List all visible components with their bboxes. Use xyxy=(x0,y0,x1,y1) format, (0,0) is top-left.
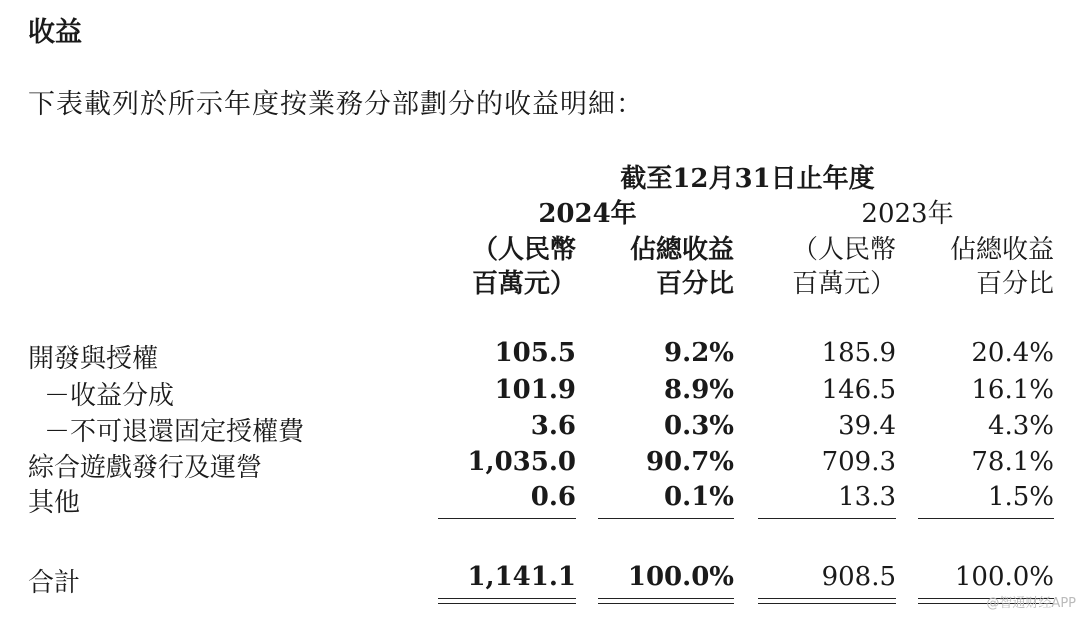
row-value-2024: 101.9 xyxy=(494,375,576,405)
section-title: 收益 xyxy=(28,17,82,48)
row-pct-2024: 90.7% xyxy=(645,447,734,477)
col-2024-rmb-line2: 百萬元） xyxy=(471,269,576,299)
col-2024-rmb-line1: （人民幣 xyxy=(471,235,576,265)
row-pct-2023: 78.1% xyxy=(971,447,1054,477)
total-pct-2024: 100.0% xyxy=(627,562,734,592)
col-2023-rmb-line1: （人民幣 xyxy=(791,235,896,265)
row-label: 開發與授權 xyxy=(28,344,159,374)
total-value-2024: 1,141.1 xyxy=(467,562,576,592)
year-2024-header: 2024年 xyxy=(538,199,637,229)
row-value-2023: 39.4 xyxy=(838,411,896,441)
total-value-2023: 908.5 xyxy=(821,562,896,592)
row-value-2024: 1,035.0 xyxy=(467,447,576,477)
total-label: 合計 xyxy=(28,568,81,598)
row-label: －收益分成 xyxy=(44,381,175,411)
row-value-2024: 3.6 xyxy=(530,411,576,441)
col-2023-rmb-line2: 百萬元） xyxy=(791,269,896,299)
row-pct-2023: 1.5% xyxy=(987,482,1054,512)
total-double-rule xyxy=(758,598,896,599)
col-2023-pct-line1: 佔總收益 xyxy=(949,235,1054,265)
col-2024-pct-line1: 佔總收益 xyxy=(629,235,734,265)
subtotal-rule xyxy=(438,518,576,519)
subtotal-rule xyxy=(918,518,1054,519)
row-pct-2023: 20.4% xyxy=(971,338,1054,368)
row-value-2023: 709.3 xyxy=(821,447,896,477)
row-pct-2023: 4.3% xyxy=(987,411,1054,441)
row-pct-2024: 8.9% xyxy=(664,375,734,405)
subtotal-rule xyxy=(598,518,734,519)
col-2024-pct-line2: 百分比 xyxy=(655,269,734,299)
col-2023-pct-line2: 百分比 xyxy=(975,269,1054,299)
row-pct-2024: 0.3% xyxy=(664,411,734,441)
row-value-2024: 0.6 xyxy=(530,482,576,512)
row-pct-2023: 16.1% xyxy=(971,375,1054,405)
row-label: 綜合遊戲發行及運營 xyxy=(28,453,263,483)
total-double-rule xyxy=(438,598,576,599)
row-label: －不可退還固定授權費 xyxy=(44,417,305,447)
row-value-2023: 13.3 xyxy=(838,482,896,512)
row-value-2024: 105.5 xyxy=(494,338,576,368)
total-double-rule xyxy=(598,598,734,599)
row-pct-2024: 9.2% xyxy=(664,338,734,368)
total-double-rule xyxy=(438,603,576,604)
row-pct-2024: 0.1% xyxy=(664,482,734,512)
period-header: 截至12月31日止年度 xyxy=(620,164,875,194)
row-value-2023: 185.9 xyxy=(821,338,896,368)
row-label: 其他 xyxy=(28,488,81,518)
subtotal-rule xyxy=(758,518,896,519)
watermark: @智通财经APP xyxy=(986,596,1076,611)
total-double-rule xyxy=(758,603,896,604)
total-double-rule xyxy=(598,603,734,604)
intro-text: 下表載列於所示年度按業務分部劃分的收益明細： xyxy=(28,89,644,120)
year-2023-header: 2023年 xyxy=(861,199,954,229)
total-pct-2023: 100.0% xyxy=(954,562,1054,592)
row-value-2023: 146.5 xyxy=(821,375,896,405)
